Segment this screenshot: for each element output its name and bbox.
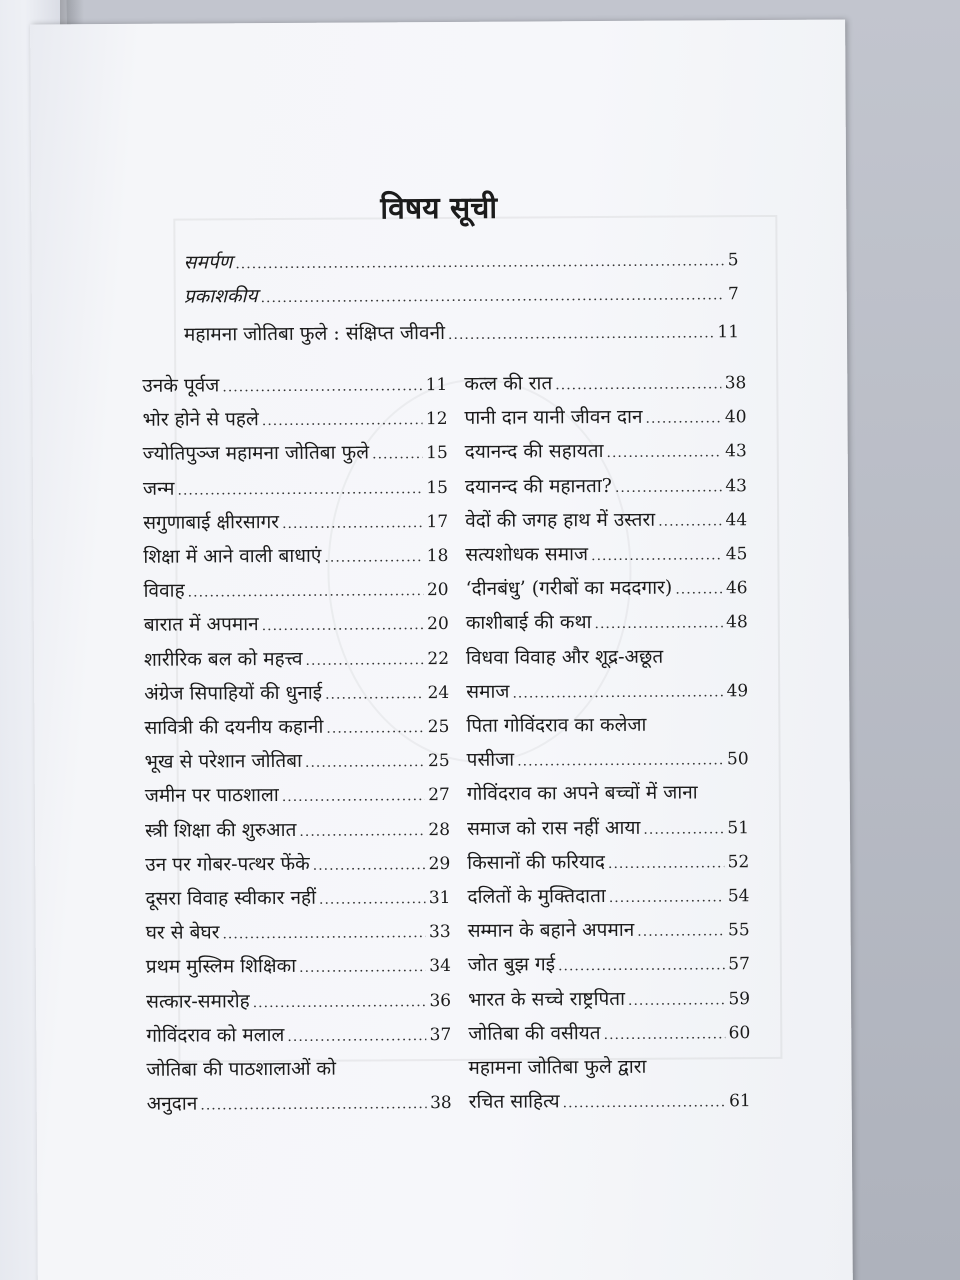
toc-entry [146,948,451,984]
toc-entry [145,812,450,848]
toc-entry [146,983,451,1019]
toc-entry [142,401,447,437]
dot-leader [555,367,722,402]
toc-entry [143,504,448,540]
toc-page-number: 38 [724,373,747,394]
toc-entry [147,1085,452,1121]
toc-page-number: 20 [426,580,449,601]
toc-entry [466,673,748,709]
toc-page-number: 51 [727,817,750,838]
dot-leader [326,711,425,746]
toc-page-number: 44 [725,509,748,531]
toc-entry [184,276,739,313]
toc-entry [145,743,450,779]
toc-entry-title: जोत बुझ गई [467,953,556,977]
dot-leader [305,745,425,780]
toc-entry-title: समर्पण [183,251,233,274]
toc-page-number: 46 [725,578,748,599]
dot-leader [235,244,725,281]
dot-leader [222,369,423,404]
toc-entry [145,777,450,813]
toc-entry-title: बारात में अपमान [143,613,259,637]
toc-entry-title: उन पर गोबर-पत्थर फेंके [145,852,310,876]
toc-page-number: 43 [725,441,747,462]
toc-entry [467,741,749,777]
toc-page-number: 11 [717,322,740,343]
toc-entry-title: पसीजा [466,748,515,772]
toc-page-number: 60 [728,1022,751,1044]
toc-entry-title: काशीबाई की कथा [465,611,592,635]
toc-entry-title: घर से बेघर [145,921,220,944]
dot-leader [200,1087,427,1122]
book-page [30,20,853,1280]
toc-entry [144,709,449,745]
toc-page-number: 59 [728,988,751,1009]
toc-entry-title: रचित साहित्य [468,1090,560,1114]
toc-entry-title: जोतिबा की वसीयत [468,1021,601,1045]
toc-page-number: 61 [729,1091,751,1112]
dot-leader [372,437,423,471]
toc-entry-title: सावित्री की दयनीय कहानी [144,715,324,739]
toc-entry [465,536,747,572]
toc-entry [184,314,739,351]
dot-leader [253,985,427,1020]
toc-entry-title: दयानन्द की महानता? [464,474,612,498]
toc-entry [465,570,747,606]
toc-entry-title-line: जोतिबा की पाठशालाओं को [146,1057,337,1081]
dot-leader [563,1085,727,1120]
toc-page-number: 49 [726,680,749,702]
toc-entry-title: ‘दीनबंधु’ (गरीबों का मददगार) [465,576,673,601]
toc-entry-title: सत्कार-समारोह [146,989,250,1013]
toc-page-number: 28 [428,819,451,840]
toc-entry [146,1017,451,1053]
dot-leader [594,607,723,642]
dot-leader [658,504,723,538]
dot-leader [260,278,725,315]
toc-page-number: 15 [426,443,448,464]
dot-leader [606,436,722,471]
toc-entry [467,844,749,880]
dot-leader [282,779,426,814]
toc-page-number: 50 [726,749,749,770]
toc-entry-title: जन्म [142,477,175,500]
toc-entry [464,365,746,401]
toc-entry-title: समाज को रास नहीं आया [466,816,641,840]
toc-page-number: 38 [430,1093,452,1114]
toc-entry [464,399,746,435]
toc-entry-title: शारीरिक बल को महत्त्व [143,647,303,671]
dot-leader [604,1017,726,1052]
dot-leader [615,470,723,505]
toc-page-number: 45 [725,544,748,565]
toc-entry [183,242,738,279]
toc-entry-title: सम्मान के बहाने अपमान [467,919,635,943]
toc-page-number: 31 [428,887,451,909]
toc-page-number: 54 [727,886,750,907]
dot-leader [177,472,423,508]
dot-leader [262,403,423,438]
toc-page-number: 25 [427,751,450,772]
toc-page-number: 15 [426,477,449,498]
dot-leader [222,916,426,951]
toc-entry-title-line: विधवा विवाह और शूद्र-अछूत [465,645,664,669]
dot-leader [319,882,426,917]
toc-entry [144,641,449,677]
toc-page-number: 5 [727,250,739,271]
toc-entry [469,1083,751,1119]
toc-page-number: 57 [728,954,750,975]
toc-entry [143,538,448,574]
dot-leader [299,950,426,985]
toc-entry-title: सगुणाबाई क्षीरसागर [143,510,280,534]
toc-entry [466,605,748,641]
toc-entry [144,606,449,642]
toc-entry-title: स्त्री शिक्षा की शुरुआत [144,818,297,842]
toc-entry-title: प्रथम मुस्लिम शिक्षिका [145,955,297,979]
toc-entry-title: जमीन पर पाठशाला [144,784,279,808]
toc-entry-title: महामना जोतिबा फुले : संक्षिप्त जीवनी [183,321,446,346]
toc-entry [465,434,747,470]
toc-page-number: 24 [427,682,450,703]
toc-page-number: 7 [727,284,739,305]
toc-entry-title: ज्योतिपुञ्ज महामना जोतिबा फुले [142,441,370,466]
toc-entry-title: पानी दान यानी जीवन दान [464,405,643,430]
dot-leader [188,574,425,609]
toc-page-number: 18 [426,545,449,567]
toc-entry [145,880,450,916]
toc-entry-title: सत्यशोधक समाज [465,543,589,566]
toc-entry [465,468,747,504]
toc-page-number: 33 [428,922,451,943]
toc-entry [467,810,749,846]
toc-entry-title: दूसरा विवाह स्वीकार नहीं [145,886,317,910]
toc-entry-title: भोर होने से पहले [142,408,259,432]
toc-entry-title-line: महामना जोतिबा फुले द्वारा [468,1055,647,1079]
table-of-contents [30,20,853,1280]
toc-page-number: 29 [428,853,451,874]
dot-leader [591,538,723,573]
toc-entry-title: वेदों की जगह हाथ में उस्तरा [465,508,656,532]
toc-entry [465,502,747,538]
toc-entry-title-line: गोविंदराव का अपने बच्चों में जाना [466,781,698,806]
toc-page-number: 40 [724,407,747,428]
toc-entry [468,912,750,948]
toc-entry-title: शिक्षा में आने वाली बाधाएं [143,544,322,568]
toc-entry-title: भारत के सच्चे राष्ट्रपिता [468,987,626,1011]
dot-leader [325,677,425,712]
dot-leader [608,846,725,881]
toc-entry [142,367,447,403]
toc-entry [468,1015,750,1051]
dot-leader [609,880,725,915]
toc-entry-title: अंग्रेज सिपाहियों की धुनाई [144,681,323,705]
toc-page-number: 25 [427,716,450,738]
toc-page-number: 27 [428,785,450,806]
dot-leader [517,743,724,778]
toc-page-number: 22 [427,648,450,669]
toc-entry [145,846,450,882]
toc-entry-title: कत्ल की रात [464,372,553,395]
dot-leader [448,316,715,352]
toc-entry-title: अनुदान [146,1092,198,1115]
toc-page-number: 43 [725,475,748,496]
toc-entry-title: किसानों की फरियाद [467,850,606,874]
page-title: विषय सूची [380,190,498,227]
toc-entry [467,878,749,914]
toc-page-number: 20 [427,614,449,635]
toc-entry-title: दलितों के मुक्तिदाता [467,885,606,908]
toc-entry [468,947,750,983]
toc-page-number: 52 [727,851,750,873]
toc-entry-title: भूख से परेशान जोतिबा [144,750,303,774]
toc-page-number: 48 [726,612,748,633]
dot-leader [558,949,725,984]
dot-leader [262,608,425,643]
toc-entry [143,572,448,608]
toc-entry [143,470,448,506]
dot-leader [643,812,724,846]
dot-leader [637,914,725,949]
dot-leader [287,1019,426,1054]
dot-leader [282,506,424,541]
toc-page-number: 34 [429,956,451,977]
dot-leader [305,643,424,678]
dot-leader [512,675,723,710]
toc-page-number: 36 [429,990,452,1011]
toc-page-number: 12 [425,409,448,430]
toc-page-number: 37 [429,1024,452,1045]
dot-leader [324,540,424,575]
toc-page-number: 11 [425,374,448,396]
toc-entry [468,981,750,1017]
toc-entry-title: उनके पूर्वज [142,374,220,397]
toc-page-number: 17 [426,511,449,532]
toc-entry-title: समाज [466,680,510,703]
toc-entry [146,914,451,950]
toc-entry-title: प्रकाशकीय [183,285,258,308]
toc-entry-title: दयानन्द की सहायता [464,440,604,464]
dot-leader [313,848,426,883]
toc-entry [143,435,448,471]
toc-entry-title: गोविंदराव को मलाल [146,1023,285,1047]
toc-entry-title: विवाह [143,579,185,603]
toc-entry-title-line: पिता गोविंदराव का कलेजा [466,713,647,737]
dot-leader [299,814,425,849]
dot-leader [675,572,723,606]
dot-leader [628,983,726,1018]
toc-page-number: 55 [727,920,750,941]
toc-entry [144,675,449,711]
dot-leader [645,401,722,435]
